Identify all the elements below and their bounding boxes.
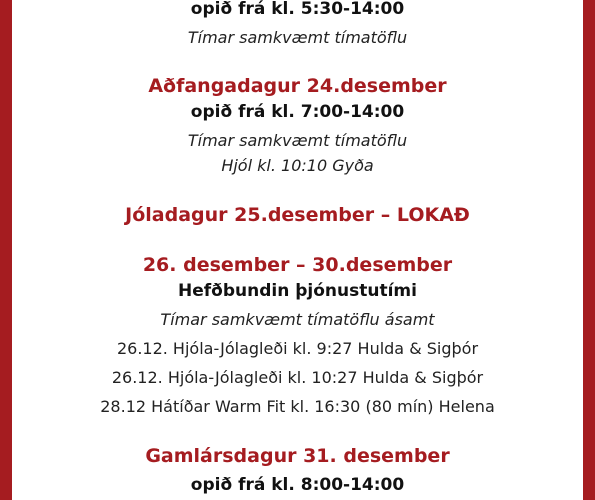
adfangadagur-title: Aðfangadagur 24.desember bbox=[148, 75, 447, 97]
dec26-30-title: 26. desember – 30.desember bbox=[142, 254, 453, 276]
event-item: 26.12. Hjóla-Jólagleði kl. 10:27 Hulda & Sigþór bbox=[111, 368, 484, 387]
joladagur-title: Jóladagur 25.desember – LOKAÐ bbox=[125, 204, 470, 226]
gamlarsdagur-hours: opið frá kl. 8:00-14:00 bbox=[190, 475, 405, 495]
top-note: Tímar samkvæmt tímatöflu bbox=[187, 28, 408, 47]
adfangadagur-hours: opið frá kl. 7:00-14:00 bbox=[190, 102, 405, 122]
top-hours: opið frá kl. 5:30-14:00 bbox=[190, 0, 405, 19]
gamlarsdagur-title: Gamlársdagur 31. desember bbox=[145, 445, 450, 467]
event-item: 28.12 Hátíðar Warm Fit kl. 16:30 (80 mín) Helena bbox=[100, 397, 495, 416]
adfangadagur-note: Tímar samkvæmt tímatöflu bbox=[187, 131, 408, 150]
event-item: 26.12. Hjóla-Jólagleði kl. 9:27 Hulda & Sigþór bbox=[116, 339, 479, 358]
dec26-30-note: Tímar samkvæmt tímatöflu ásamt bbox=[160, 310, 435, 329]
dec26-30-hours: Hefðbundin þjónustutími bbox=[178, 281, 417, 301]
adfangadagur-extra: Hjól kl. 10:10 Gyða bbox=[221, 156, 374, 175]
